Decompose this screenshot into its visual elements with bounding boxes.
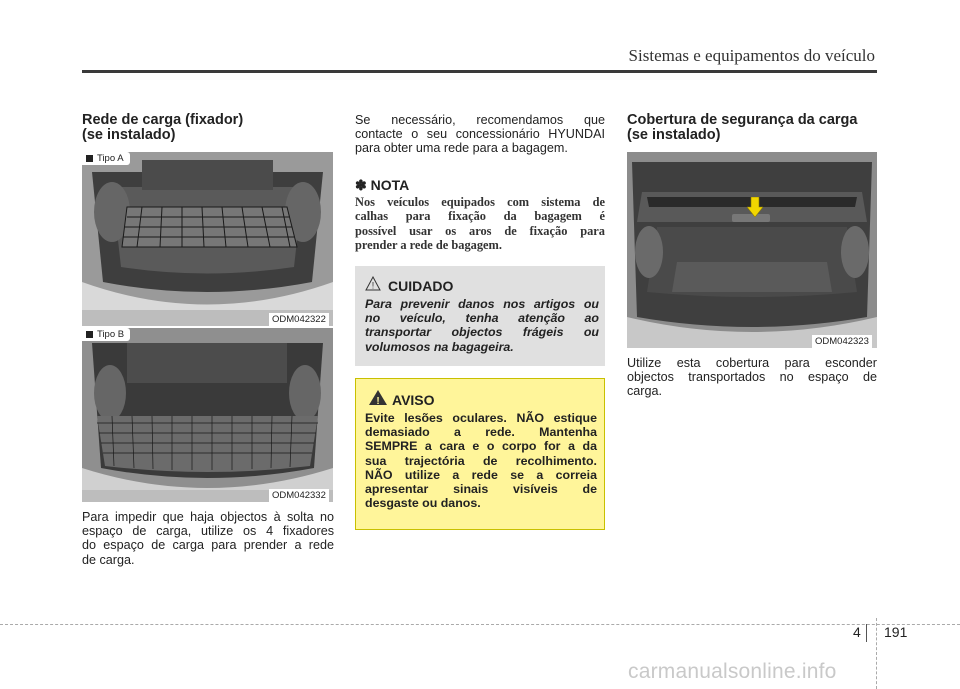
body-line: objectos transportados no espaço de xyxy=(627,370,877,385)
caution-line: Para prevenir danos nos artigos ou xyxy=(365,297,599,311)
figure-b-code: ODM042332 xyxy=(269,489,329,502)
footer-separator xyxy=(866,624,867,642)
note-title: ✽ NOTA xyxy=(355,177,410,193)
warning-line: Evite lesões oculares. NÃO estique xyxy=(365,411,597,425)
warning-line: demasiado a rede. Mantenha xyxy=(365,425,597,440)
cargo-net-heading-line1: Rede de carga (fixador) xyxy=(82,112,244,128)
cargo-net-photo-type-b xyxy=(82,328,333,502)
caution-line: no veículo, tenha atenção ao xyxy=(365,311,599,326)
cargo-cover-photo xyxy=(627,152,877,348)
body-line: espaço de carga, utilize os 4 fixadores xyxy=(82,524,334,539)
warning-icon xyxy=(368,389,388,411)
warning-line: desgaste ou danos. xyxy=(365,496,481,511)
svg-text:!: ! xyxy=(376,396,380,406)
cargo-cover-body xyxy=(627,356,877,399)
note-line: calhas para fixação da bagagem é xyxy=(355,209,605,224)
warning-title: AVISO xyxy=(392,392,435,408)
cargo-net-body xyxy=(82,510,334,567)
footer-rule xyxy=(0,624,960,625)
warning-line: NÃO utilize a rede se a correia xyxy=(365,467,597,482)
figure-c-code: ODM042323 xyxy=(812,335,872,348)
cargo-net-heading-line2: (se instalado) xyxy=(82,127,176,143)
cargo-cover-heading-line1: Cobertura de segurança da carga xyxy=(627,112,858,128)
body-line: contacte o seu concessionário HYUNDAI xyxy=(355,127,605,142)
body-line: Para impedir que haja objectos à solta no xyxy=(82,510,334,524)
note-line: possível usar os aros de fixação para xyxy=(355,223,605,238)
cargo-net-photo-type-a xyxy=(82,152,333,326)
section-title: Sistemas e equipamentos do veículo xyxy=(628,46,875,65)
body-line: de carga. xyxy=(82,552,135,567)
page-number: 191 xyxy=(884,624,908,640)
bullet-square-icon xyxy=(86,331,93,338)
figure-a-label xyxy=(82,152,130,165)
warning-line: SEMPRE a cara e o corpo for a da xyxy=(365,439,597,454)
caution-title: CUIDADO xyxy=(388,278,454,294)
caution-line: volumosos na bagageira. xyxy=(365,339,514,354)
caution-icon xyxy=(365,276,381,296)
caution-text xyxy=(365,297,599,354)
note-line: prender a rede de bagagem. xyxy=(355,238,502,253)
caution-box xyxy=(355,266,605,366)
body-line: do espaço de carga para prender a rede xyxy=(82,538,334,553)
header-rule xyxy=(82,70,877,73)
body-line: carga. xyxy=(627,384,663,399)
cargo-net-heading xyxy=(82,113,243,143)
note-text xyxy=(355,195,605,253)
bullet-square-icon xyxy=(86,155,93,162)
chapter-number: 4 xyxy=(853,624,861,640)
svg-text:!: ! xyxy=(371,280,375,291)
caution-line: transportar objectos frágeis ou xyxy=(365,325,599,340)
warning-box xyxy=(355,378,605,530)
figure-a-label-text: Tipo A xyxy=(97,153,124,164)
warning-line: sua trajectória de recolhimento. xyxy=(365,453,597,468)
intro-paragraph xyxy=(355,113,605,156)
figure-a-code: ODM042322 xyxy=(269,313,329,326)
body-line: para obter uma rede para a bagagem. xyxy=(355,141,568,156)
body-line: Utilize esta cobertura para esconder xyxy=(627,356,877,370)
footer-crop-mark xyxy=(876,618,877,689)
cargo-cover-heading xyxy=(627,113,857,143)
cargo-cover-heading-line2: (se instalado) xyxy=(627,127,721,143)
down-arrow-icon xyxy=(747,197,763,222)
warning-text xyxy=(365,411,597,510)
warning-line: apresentar sinais visíveis de xyxy=(365,482,597,497)
watermark: carmanualsonline.info xyxy=(628,660,837,683)
figure-b-label-text: Tipo B xyxy=(97,329,125,340)
note-line: Nos veículos equipados com sistema de xyxy=(355,195,605,209)
body-line: Se necessário, recomendamos que xyxy=(355,113,605,127)
figure-b-label xyxy=(82,328,130,341)
